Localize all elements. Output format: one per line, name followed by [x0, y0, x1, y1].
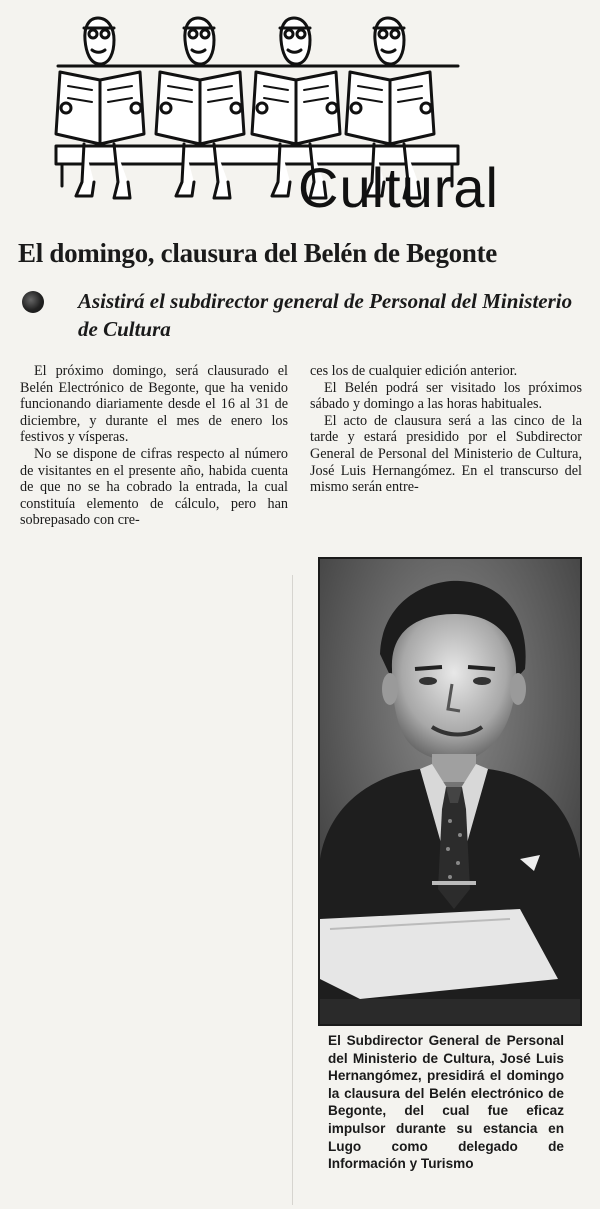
paragraph: No se dispone de cifras respecto al número de visitantes en el presente año, habida cuenta de que no se ha cobrado la entrada, la cual constituía elemento de cálculo, pero han sobrepasado con cre-	[20, 445, 288, 529]
paragraph: ces los de cualquier edición anterior.	[310, 363, 518, 379]
paragraph: El próximo domingo, será clausurado el Belén Electrónico de Begonte, que ha venido funcionando diariamente desde el 16 al 31 de diciembre, y durante el mes de enero los festivos y vísperas.	[20, 363, 288, 446]
section-title: Cultural	[298, 156, 499, 219]
portrait-image	[320, 559, 580, 1024]
headline: El domingo, clausura del Belén de Begonte	[18, 238, 497, 268]
portrait-photo	[318, 557, 582, 1026]
article-column-1	[20, 363, 288, 529]
paragraph: El acto de clausura será a las cinco de la tarde y estará presidido por el Subdirector General de Personal del Ministerio de Cultura, José Luis Hernangómez. En el transcurso del mismo serán entre-	[310, 412, 582, 496]
paragraph: El Belén podrá ser visitado los próximos sábado y domingo a las horas habituales.	[310, 379, 582, 413]
photo-caption: El Subdirector General de Personal del Ministerio de Cultura, José Luis Hernangómez, presidirá el domingo la clausura del Belén electrónico de Begonte, del cual fue eficaz impulsor durante su estancia en Lugo como delegado de Información y Turismo	[328, 1033, 564, 1172]
fold-crease	[292, 575, 293, 1205]
subheadline: Asistirá el subdirector general de Personal del Ministerio de Cultura	[78, 289, 573, 341]
bullet-icon	[22, 291, 44, 313]
article-column-2	[310, 363, 582, 496]
